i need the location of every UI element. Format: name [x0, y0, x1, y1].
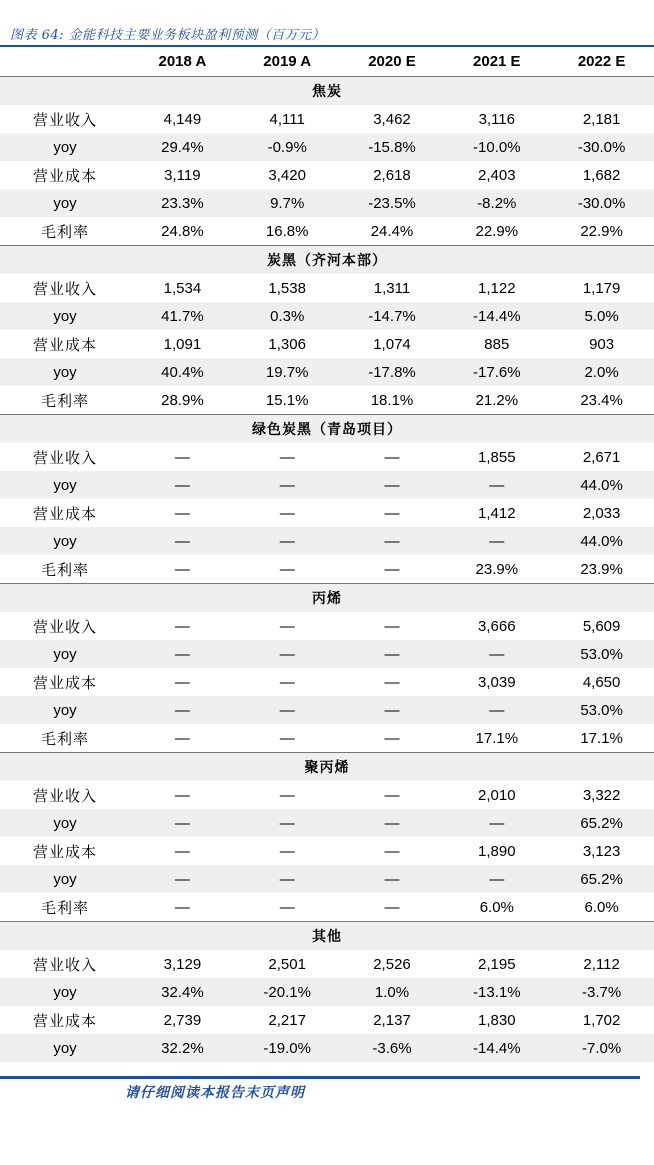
- table-cell: 17.1%: [475, 729, 519, 747]
- table-cell: —: [340, 865, 445, 893]
- table-row: [0, 837, 654, 865]
- table-cell: 24.4%: [370, 222, 414, 240]
- table-cell: 1,538: [268, 279, 306, 297]
- table-cell: 2,526: [373, 955, 411, 973]
- table-cell: 23.3%: [130, 189, 235, 217]
- table-row: [0, 1034, 654, 1062]
- table-cell: -0.9%: [235, 133, 340, 161]
- table-cell: 22.9%: [580, 222, 623, 240]
- table-cell: -30.0%: [549, 133, 654, 161]
- table-cell: 16.8%: [265, 222, 309, 240]
- row-label: 营业收入: [32, 955, 97, 974]
- table-cell: 23.9%: [475, 560, 519, 578]
- table-cell: -13.1%: [444, 978, 549, 1006]
- table-cell: —: [279, 729, 295, 747]
- table-cell: 4,650: [582, 673, 621, 691]
- table-cell: 2,217: [268, 1011, 306, 1029]
- table-cell: —: [174, 504, 190, 522]
- table-row: [0, 612, 654, 640]
- table-cell: —: [444, 809, 549, 837]
- table-row: [0, 217, 654, 246]
- row-label: 营业收入: [32, 617, 97, 636]
- disclaimer-footer: 请仔细阅读本报告末页声明: [125, 1085, 305, 1101]
- section-title: 其他: [0, 922, 654, 951]
- row-label: 营业收入: [32, 448, 97, 467]
- table-cell: 18.1%: [370, 391, 414, 409]
- table-cell: —: [174, 617, 190, 635]
- table-cell: 29.4%: [130, 133, 235, 161]
- table-cell: -23.5%: [340, 189, 445, 217]
- table-cell: 3,666: [478, 617, 516, 635]
- table-cell: 1,122: [478, 279, 516, 297]
- table-cell: —: [444, 471, 549, 499]
- table-cell: —: [174, 786, 190, 804]
- table-cell: —: [130, 865, 235, 893]
- table-cell: —: [279, 617, 295, 635]
- table-row: [0, 950, 654, 978]
- table-row: [0, 443, 654, 471]
- table-cell: 6.0%: [479, 898, 514, 916]
- section-header-row: [0, 77, 654, 106]
- table-cell: 3,462: [373, 110, 411, 128]
- table-cell: 44.0%: [549, 527, 654, 555]
- table-cell: -14.4%: [444, 302, 549, 330]
- table-cell: 2.0%: [549, 358, 654, 386]
- table-row: [0, 555, 654, 584]
- table-cell: 2,033: [582, 504, 621, 522]
- table-cell: —: [174, 898, 190, 916]
- row-label: 营业收入: [32, 786, 97, 805]
- row-label: 毛利率: [40, 391, 89, 410]
- table-cell: 2,137: [373, 1011, 411, 1029]
- table-cell: 2,195: [478, 955, 516, 973]
- table-cell: 19.7%: [235, 358, 340, 386]
- table-cell: 44.0%: [549, 471, 654, 499]
- table-cell: 24.8%: [161, 222, 204, 240]
- table-cell: -7.0%: [549, 1034, 654, 1062]
- table-cell: 23.4%: [580, 391, 623, 409]
- table-row: [0, 865, 654, 893]
- table-row: [0, 1006, 654, 1034]
- section-title: 焦炭: [0, 77, 654, 106]
- table-cell: —: [340, 696, 445, 724]
- table-cell: -10.0%: [444, 133, 549, 161]
- row-label: 营业成本: [32, 673, 97, 692]
- table-row: [0, 358, 654, 386]
- table-cell: —: [130, 640, 235, 668]
- table-cell: —: [174, 560, 190, 578]
- table-cell: 1,311: [373, 279, 411, 297]
- table-caption: 图表 64: 金能科技主要业务板块盈利预测（百万元）: [10, 28, 326, 43]
- table-cell: 40.4%: [130, 358, 235, 386]
- table-cell: -19.0%: [235, 1034, 340, 1062]
- table-cell: —: [235, 865, 340, 893]
- row-label: 毛利率: [40, 898, 89, 917]
- table-cell: 1,855: [478, 448, 516, 466]
- table-cell: —: [130, 471, 235, 499]
- table-cell: 2,501: [268, 955, 306, 973]
- table-row: [0, 471, 654, 499]
- table-cell: —: [384, 898, 400, 916]
- table-cell: —: [384, 504, 400, 522]
- table-cell: —: [384, 617, 400, 635]
- table-cell: 65.2%: [549, 809, 654, 837]
- table-row: [0, 893, 654, 922]
- table-row: [0, 696, 654, 724]
- table-cell: 3,322: [582, 786, 621, 804]
- table-cell: 65.2%: [549, 865, 654, 893]
- table-cell: —: [235, 471, 340, 499]
- table-cell: —: [444, 696, 549, 724]
- row-label: 营业成本: [32, 842, 97, 861]
- table-cell: 5,609: [582, 617, 621, 635]
- table-row: [0, 499, 654, 527]
- section-title: 绿色炭黑（青岛项目）: [0, 415, 654, 444]
- table-cell: 23.9%: [580, 560, 623, 578]
- table-cell: —: [174, 448, 190, 466]
- table-cell: 3,129: [163, 955, 202, 973]
- table-cell: 53.0%: [549, 696, 654, 724]
- table-cell: 2,403: [478, 166, 516, 184]
- table-cell: 2,181: [582, 110, 621, 128]
- bottom-rule: [0, 1076, 640, 1079]
- table-cell: —: [174, 673, 190, 691]
- table-cell: —: [384, 448, 400, 466]
- table-row: [0, 668, 654, 696]
- table-row: [0, 640, 654, 668]
- table-cell: 2,671: [582, 448, 621, 466]
- table-cell: 32.2%: [130, 1034, 235, 1062]
- table-cell: —: [279, 842, 295, 860]
- header-row: [0, 47, 654, 77]
- table-cell: 903: [589, 335, 615, 353]
- row-label: 营业成本: [32, 1011, 97, 1030]
- table-cell: —: [235, 809, 340, 837]
- table-cell: 21.2%: [475, 391, 519, 409]
- table-cell: —: [279, 673, 295, 691]
- table-cell: 3,039: [478, 673, 516, 691]
- table-cell: 4,149: [163, 110, 202, 128]
- table-cell: -30.0%: [549, 189, 654, 217]
- table-cell: —: [444, 527, 549, 555]
- table-cell: -14.7%: [340, 302, 445, 330]
- table-cell: 1,890: [478, 842, 516, 860]
- table-cell: 2,010: [478, 786, 516, 804]
- table-cell: 2,618: [373, 166, 411, 184]
- table-row: [0, 724, 654, 753]
- row-label: yoy: [0, 1034, 130, 1062]
- row-label: yoy: [0, 471, 130, 499]
- table-cell: —: [279, 504, 295, 522]
- table-cell: 1,682: [582, 166, 621, 184]
- table-cell: —: [444, 640, 549, 668]
- table-cell: -17.6%: [444, 358, 549, 386]
- table-cell: —: [174, 842, 190, 860]
- table-cell: 1.0%: [340, 978, 445, 1006]
- table-cell: —: [279, 786, 295, 804]
- table-cell: 53.0%: [549, 640, 654, 668]
- section-header-row: [0, 415, 654, 444]
- row-label: yoy: [0, 696, 130, 724]
- row-label: yoy: [0, 865, 130, 893]
- table-cell: 1,702: [582, 1011, 621, 1029]
- row-label: yoy: [0, 809, 130, 837]
- table-cell: —: [340, 640, 445, 668]
- table-cell: —: [174, 729, 190, 747]
- table-cell: —: [384, 729, 400, 747]
- table-cell: 1,830: [478, 1011, 516, 1029]
- table-cell: 885: [484, 335, 510, 353]
- table-cell: -20.1%: [235, 978, 340, 1006]
- table-cell: 2,112: [583, 955, 620, 973]
- row-label: yoy: [0, 640, 130, 668]
- table-cell: 1,534: [163, 279, 202, 297]
- header-cell-2022e: 2022 E: [549, 47, 654, 77]
- table-cell: 1,412: [478, 504, 516, 522]
- table-row: [0, 105, 654, 133]
- table-cell: 5.0%: [549, 302, 654, 330]
- row-label: yoy: [0, 133, 130, 161]
- table-cell: 1,074: [373, 335, 411, 353]
- section-header-row: [0, 584, 654, 613]
- row-label: 毛利率: [40, 222, 89, 241]
- row-label: 毛利率: [40, 729, 89, 748]
- table-cell: 22.9%: [475, 222, 519, 240]
- section-header-row: [0, 753, 654, 782]
- table-cell: -14.4%: [444, 1034, 549, 1062]
- table-cell: —: [130, 809, 235, 837]
- table-row: [0, 302, 654, 330]
- table-cell: 0.3%: [235, 302, 340, 330]
- table-cell: 17.1%: [580, 729, 623, 747]
- table-cell: 3,123: [582, 842, 621, 860]
- table-cell: 32.4%: [130, 978, 235, 1006]
- row-label: 营业成本: [32, 335, 97, 354]
- table-cell: 2,739: [163, 1011, 202, 1029]
- table-cell: —: [340, 809, 445, 837]
- table-cell: 3,420: [268, 166, 306, 184]
- header-cell-2020e: 2020 E: [340, 47, 445, 77]
- table-row: [0, 274, 654, 302]
- row-label: 营业成本: [32, 504, 97, 523]
- table-cell: -15.8%: [340, 133, 445, 161]
- section-header-row: [0, 922, 654, 951]
- row-label: yoy: [0, 978, 130, 1006]
- section-header-row: [0, 246, 654, 275]
- table-row: [0, 189, 654, 217]
- table-row: [0, 161, 654, 189]
- table-row: [0, 330, 654, 358]
- table-cell: —: [444, 865, 549, 893]
- table-cell: —: [340, 527, 445, 555]
- table-cell: —: [235, 640, 340, 668]
- table-cell: 6.0%: [584, 898, 619, 916]
- table-cell: —: [279, 898, 295, 916]
- table-cell: —: [279, 448, 295, 466]
- row-label: 毛利率: [40, 560, 89, 579]
- table-cell: —: [130, 696, 235, 724]
- table-cell: -3.7%: [549, 978, 654, 1006]
- table-cell: -17.8%: [340, 358, 445, 386]
- row-label: yoy: [0, 358, 130, 386]
- header-cell-2018a: 2018 A: [130, 47, 235, 77]
- table-row: [0, 809, 654, 837]
- table-cell: —: [384, 560, 400, 578]
- header-cell-2021e: 2021 E: [444, 47, 549, 77]
- table-cell: —: [384, 842, 400, 860]
- table-row: [0, 978, 654, 1006]
- table-row: [0, 527, 654, 555]
- header-cell-2019a: 2019 A: [235, 47, 340, 77]
- table-cell: —: [279, 560, 295, 578]
- table-cell: 9.7%: [235, 189, 340, 217]
- forecast-table: [0, 47, 654, 1062]
- table-cell: —: [235, 527, 340, 555]
- section-title: 聚丙烯: [0, 753, 654, 782]
- table-cell: 15.1%: [265, 391, 309, 409]
- table-cell: —: [235, 696, 340, 724]
- table-row: [0, 386, 654, 415]
- table-cell: 1,091: [163, 335, 202, 353]
- table-body: [0, 77, 654, 1063]
- table-cell: 1,179: [582, 279, 621, 297]
- row-label: 营业成本: [32, 166, 97, 185]
- section-title: 丙烯: [0, 584, 654, 613]
- table-row: [0, 133, 654, 161]
- row-label: yoy: [0, 302, 130, 330]
- header-cell-label: [0, 47, 130, 77]
- section-title: 炭黑（齐河本部）: [0, 246, 654, 275]
- table-cell: —: [130, 527, 235, 555]
- table-cell: 3,116: [478, 110, 515, 128]
- table-cell: 41.7%: [130, 302, 235, 330]
- table-cell: —: [384, 673, 400, 691]
- row-label: 营业收入: [32, 279, 97, 298]
- table-cell: 28.9%: [161, 391, 204, 409]
- table-cell: —: [340, 471, 445, 499]
- table-cell: -3.6%: [340, 1034, 445, 1062]
- table-cell: 1,306: [268, 335, 306, 353]
- table-cell: 4,111: [269, 110, 305, 128]
- table-row: [0, 781, 654, 809]
- row-label: yoy: [0, 527, 130, 555]
- table-cell: 3,119: [164, 166, 201, 184]
- row-label: 营业收入: [32, 110, 97, 129]
- row-label: yoy: [0, 189, 130, 217]
- table-cell: —: [384, 786, 400, 804]
- table-cell: -8.2%: [444, 189, 549, 217]
